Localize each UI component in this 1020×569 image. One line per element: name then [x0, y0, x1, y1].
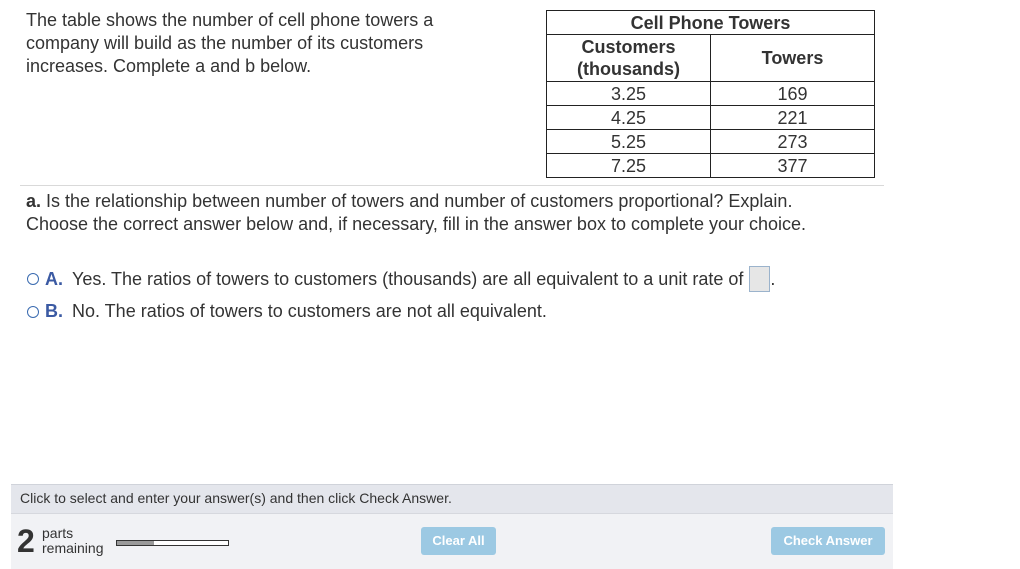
section-divider [20, 185, 884, 186]
progress-bar [116, 540, 229, 546]
choice-a-suffix: . [770, 268, 776, 289]
cell-phone-towers-table [546, 10, 875, 178]
cell-customers: 4.25 [547, 106, 711, 130]
cell-towers: 169 [711, 82, 875, 106]
table-row [547, 154, 875, 178]
parts-remaining-count: 2 [17, 523, 35, 559]
intro-text: The table shows the number of cell phone towers a company will build as the number of its customers increases. Complete a and b below. [26, 10, 434, 76]
header-towers: Towers [711, 35, 875, 82]
parts-remaining-label [42, 526, 103, 556]
unit-rate-answer-box[interactable] [749, 266, 770, 292]
cell-customers: 7.25 [547, 154, 711, 178]
choice-a[interactable] [27, 266, 775, 292]
choice-a-text: Yes. The ratios of towers to customers (thousands) are all equivalent to a unit rate of [72, 268, 744, 289]
question-body: Is the relationship between number of towers and number of customers proportional? Explain. [46, 191, 793, 211]
check-answer-button[interactable]: Check Answer [771, 527, 885, 555]
choice-b-text: No. The ratios of towers to customers are not all equivalent. [72, 301, 547, 321]
question-panel [11, 0, 893, 569]
right-gutter [893, 0, 1020, 569]
footer-bar [11, 513, 893, 569]
header-customers-label: Customers (thousands) [577, 37, 680, 79]
cell-towers: 273 [711, 130, 875, 154]
table-row [547, 130, 875, 154]
header-customers [547, 35, 711, 82]
hint-bar: Click to select and enter your answer(s) and then click Check Answer. [11, 484, 893, 513]
cell-customers: 3.25 [547, 82, 711, 106]
cell-customers: 5.25 [547, 130, 711, 154]
question-label: a. [26, 191, 42, 211]
choice-a-letter: A. [45, 268, 63, 289]
question-instruction: Choose the correct answer below and, if necessary, fill in the answer box to complete your choice. [26, 214, 807, 234]
progress-fill [117, 541, 154, 545]
clear-all-button[interactable]: Clear All [421, 527, 496, 555]
question-text [26, 190, 876, 236]
remaining-word: remaining [42, 540, 104, 556]
table-caption: Cell Phone Towers [547, 11, 875, 35]
choice-b-letter: B. [45, 301, 63, 321]
cell-towers: 377 [711, 154, 875, 178]
radio-b[interactable] [27, 306, 39, 318]
parts-word: parts [42, 525, 74, 541]
choice-b[interactable] [27, 301, 547, 322]
radio-a[interactable] [27, 273, 39, 285]
cell-towers: 221 [711, 106, 875, 130]
table-row [547, 82, 875, 106]
table-row [547, 106, 875, 130]
